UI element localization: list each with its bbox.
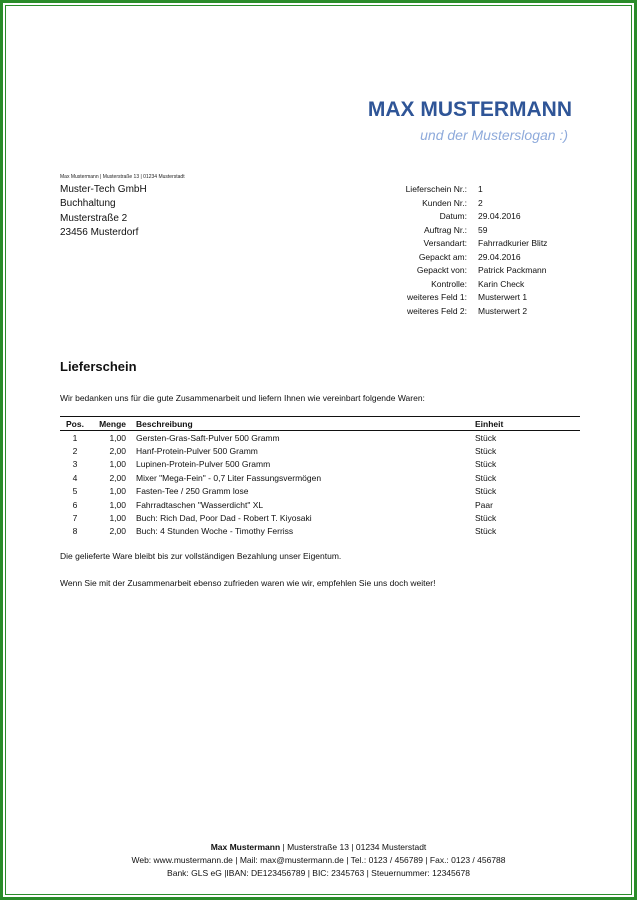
ownership-note: Die gelieferte Ware bleibt bis zur vollständigen Bezahlung unser Eigentum. <box>60 551 342 561</box>
cell-pos: 6 <box>72 499 78 510</box>
cell-unit: Stück <box>475 526 497 537</box>
document-title: Lieferschein <box>60 359 137 374</box>
table-row <box>60 498 580 511</box>
meta-value: 29.04.2016 <box>478 251 521 262</box>
cell-desc: Lupinen-Protein-Pulver 500 Gramm <box>136 459 271 470</box>
header-unit: Einheit <box>475 417 580 431</box>
meta-label: Auftrag Nr.: <box>424 224 467 235</box>
meta-row <box>383 305 547 319</box>
table-row <box>60 511 580 524</box>
cell-qty: 1,00 <box>109 486 126 497</box>
footer <box>3 841 634 881</box>
sender-return-line: Max Mustermann | Musterstraße 13 | 01234 Musterstadt <box>60 174 185 180</box>
recipient-department: Buchhaltung <box>60 198 116 210</box>
cell-qty: 2,00 <box>109 472 126 483</box>
meta-label: Gepackt am: <box>418 251 467 262</box>
cell-qty: 2,00 <box>109 446 126 457</box>
cell-unit: Paar <box>475 499 493 510</box>
cell-desc: Fasten-Tee / 250 Gramm lose <box>136 486 249 497</box>
intro-text: Wir bedanken uns für die gute Zusammenarbeit und liefern Ihnen wie vereinbart folgende Waren: <box>60 393 425 403</box>
footer-name: Max Mustermann <box>210 842 281 852</box>
brand-slogan: und der Musterslogan :) <box>420 127 568 143</box>
meta-row <box>383 278 547 292</box>
meta-value: 1 <box>478 184 483 194</box>
table-header-row <box>60 417 580 431</box>
cell-qty: 1,00 <box>109 459 126 470</box>
items-table <box>60 416 580 538</box>
footer-line-2: Web: www.mustermann.de | Mail: max@mustermann.de | Tel.: 0123 / 456789 | Fax.: 0123 / 456788 <box>131 855 506 866</box>
meta-value: 29.04.2016 <box>478 211 521 221</box>
meta-label: Lieferschein Nr.: <box>405 184 467 194</box>
header-qty: Menge <box>90 417 136 431</box>
cell-qty: 2,00 <box>109 526 126 537</box>
meta-value: 2 <box>478 197 483 208</box>
cell-desc: Hanf-Protein-Pulver 500 Gramm <box>136 446 258 457</box>
cell-pos: 4 <box>72 472 78 483</box>
cell-desc: Mixer "Mega-Fein" - 0,7 Liter Fassungsvermögen <box>136 472 322 483</box>
cell-pos: 8 <box>72 526 78 537</box>
footer-line-1 <box>3 841 634 854</box>
cell-desc: Gersten-Gras-Saft-Pulver 500 Gramm <box>136 432 280 443</box>
meta-value: Fahrradkurier Blitz <box>478 238 548 248</box>
cell-qty: 1,00 <box>109 513 126 524</box>
meta-row <box>383 237 547 251</box>
cell-unit: Stück <box>475 486 497 497</box>
cell-desc: Fahrradtaschen "Wasserdicht" XL <box>136 499 264 510</box>
cell-desc: Buch: 4 Stunden Woche - Timothy Ferriss <box>136 526 294 537</box>
cell-desc: Buch: Rich Dad, Poor Dad - Robert T. Kiyosaki <box>136 513 312 524</box>
table-row <box>60 458 580 471</box>
meta-value: Karin Check <box>478 278 525 289</box>
header-pos: Pos. <box>60 417 90 431</box>
cell-pos: 5 <box>72 486 78 497</box>
meta-label: Kontrolle: <box>431 278 467 289</box>
meta-row <box>383 197 547 211</box>
cell-pos: 1 <box>72 432 78 443</box>
cell-pos: 7 <box>72 513 78 524</box>
table-row <box>60 471 580 484</box>
recipient-address <box>60 183 147 241</box>
table-row <box>60 444 580 457</box>
cell-unit: Stück <box>475 459 497 470</box>
table-row <box>60 485 580 498</box>
brand-name: MAX MUSTERMANN <box>367 98 572 121</box>
meta-row <box>383 224 547 238</box>
footer-address: | Musterstraße 13 | 01234 Musterstadt <box>280 842 427 852</box>
cell-unit: Stück <box>475 513 497 524</box>
meta-label: Versandart: <box>423 238 467 248</box>
meta-value: 59 <box>478 224 488 235</box>
delivery-meta-table <box>383 183 547 318</box>
cell-qty: 1,00 <box>109 499 126 510</box>
recipient-company: Muster-Tech GmbH <box>60 184 147 195</box>
meta-label: weiteres Feld 1: <box>407 292 467 302</box>
cell-pos: 2 <box>72 446 78 457</box>
meta-row <box>383 291 547 305</box>
cell-pos: 3 <box>72 459 78 470</box>
meta-label: Gepackt von: <box>416 265 467 275</box>
meta-label: Kunden Nr.: <box>422 197 467 208</box>
header-desc: Beschreibung <box>136 417 475 431</box>
cell-unit: Stück <box>475 446 497 457</box>
meta-value: Musterwert 1 <box>478 292 528 302</box>
meta-value: Patrick Packmann <box>478 265 547 275</box>
meta-row <box>383 264 547 278</box>
meta-label: weiteres Feld 2: <box>407 305 467 316</box>
recommendation-note: Wenn Sie mit der Zusammenarbeit ebenso zufrieden waren wie wir, empfehlen Sie uns doch weiter! <box>60 578 436 588</box>
table-row <box>60 525 580 538</box>
cell-unit: Stück <box>475 432 497 443</box>
meta-row <box>383 183 547 197</box>
cell-unit: Stück <box>475 472 497 483</box>
meta-row <box>383 210 547 224</box>
cell-qty: 1,00 <box>109 432 126 443</box>
meta-label: Datum: <box>439 211 467 221</box>
recipient-city: 23456 Musterdorf <box>60 227 139 239</box>
table-row <box>60 431 580 445</box>
meta-row <box>383 251 547 265</box>
footer-line-3: Bank: GLS eG |IBAN: DE123456789 | BIC: 2345763 | Steuernummer: 12345678 <box>167 868 470 879</box>
recipient-street: Musterstraße 2 <box>60 212 128 224</box>
meta-value: Musterwert 2 <box>478 305 528 316</box>
